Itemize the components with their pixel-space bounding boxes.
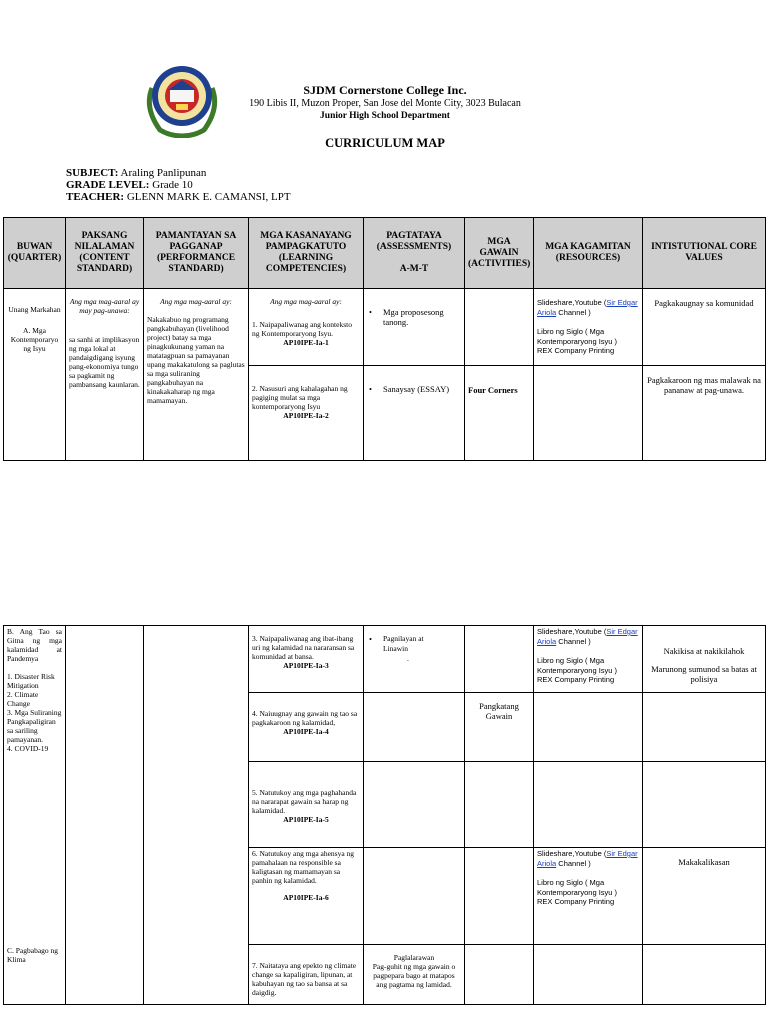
bullet-icon: • bbox=[369, 384, 372, 394]
resource-online-text-2: Slideshare,Youtube ( bbox=[537, 627, 607, 636]
assessment-cell-5 bbox=[364, 762, 465, 848]
assessment-text-3a: Pagnilayan at bbox=[383, 634, 424, 643]
bullet-icon: • bbox=[369, 307, 372, 317]
department-name: Junior High School Department bbox=[320, 111, 450, 121]
competency-cell-3 bbox=[249, 626, 364, 693]
competency-cell-1 bbox=[249, 289, 364, 366]
competency-cell-2 bbox=[249, 366, 364, 461]
core-value-2: Pagkakaroon ng mas malawak na pananaw at pag-unawa. bbox=[647, 375, 761, 395]
resource-publisher-3: REX Company Printing bbox=[537, 897, 615, 906]
topic-b-item-2: 2. Climate Change bbox=[7, 690, 39, 708]
competency-code-3: AP10IPE-Ia-3 bbox=[283, 661, 329, 670]
competency-code-4: AP10IPE-Ia-4 bbox=[283, 727, 329, 736]
core-value-cell-7 bbox=[643, 945, 766, 1005]
resources-cell-2 bbox=[534, 366, 643, 461]
resource-channel-link[interactable]: Sir Edgar Ariola bbox=[537, 298, 638, 317]
competency-6: 6. Natutukoy ang mga ahensya ng pamahalaan na responsible sa kaligtasan ng mamamayan sa panhin ng kalamidad. bbox=[252, 849, 355, 885]
curriculum-table-quarter1 bbox=[3, 217, 766, 461]
resource-channel-link-3[interactable]: Sir Edgar Ariola bbox=[537, 849, 638, 868]
core-value-cell-4 bbox=[643, 693, 766, 762]
activity-cell-2 bbox=[465, 366, 534, 461]
competency-3: 3. Naipapaliwanag ang ibat-ibang uri ng kalamidad na nararansan sa komunidad at bansa. bbox=[252, 634, 355, 661]
resource-online bbox=[537, 298, 639, 317]
competency-5: 5. Natutukoy ang mga paghahanda na nararapat gawain sa harap ng kalamidad. bbox=[252, 788, 357, 815]
perf-intro: Ang mga mag-aaral ay: bbox=[160, 297, 232, 306]
competency-4: 4. Naiuugnay ang gawain ng tao sa pagkakaroon ng kalamidad, bbox=[252, 709, 358, 727]
assessment-item-1 bbox=[367, 307, 461, 327]
resource-online-suffix: Channel ) bbox=[556, 307, 591, 317]
core-value-cell-1 bbox=[643, 289, 766, 366]
activity-cell-6 bbox=[465, 848, 534, 945]
grade-line bbox=[66, 179, 193, 191]
core-value-3a: Nakikisa at nakikilahok bbox=[663, 646, 745, 656]
comp-intro: Ang mga mag-aaral ay: bbox=[270, 297, 342, 306]
school-address: 190 Libis II, Muzon Proper, San Jose del Monte City, 3023 Bulacan bbox=[249, 98, 521, 109]
core-value-cell-5 bbox=[643, 762, 766, 848]
resource-publisher: REX Company Printing bbox=[537, 346, 615, 355]
resource-channel-link-2[interactable]: Sir Edgar Ariola bbox=[537, 627, 638, 646]
quarter-cell bbox=[4, 289, 66, 461]
content-standard-cell bbox=[66, 289, 144, 461]
activity-cell-7 bbox=[465, 945, 534, 1005]
assessment-cell-1 bbox=[364, 289, 465, 366]
resource-online-suffix-2: Channel ) bbox=[556, 636, 591, 646]
content-text: sa sanhi at implikasyon ng mga lokal at pandaigdigang isyung pang-ekonomiya tungo sa pagkamit ng pambansang kaunlaran. bbox=[69, 335, 140, 389]
teacher-value: GLENN MARK E. CAMANSI, LPT bbox=[126, 191, 291, 203]
resources-cell-6 bbox=[534, 848, 643, 945]
resource-publisher-2: REX Company Printing bbox=[537, 675, 615, 684]
assessment-cell-2 bbox=[364, 366, 465, 461]
bullet-icon: • bbox=[369, 634, 372, 644]
core-value-6: Makakalikasan bbox=[678, 857, 730, 867]
assessment-7b: Pag-guhit ng mga gawain o pagpepara bago at matapos ang pagtama ng lamidad. bbox=[372, 962, 456, 989]
curriculum-table-continued bbox=[3, 625, 766, 1005]
competency-code-5: AP10IPE-Ia-5 bbox=[283, 815, 329, 824]
resources-cell-3 bbox=[534, 626, 643, 693]
resource-online-2 bbox=[537, 627, 639, 646]
competency-cell-6 bbox=[249, 848, 364, 945]
header-core-values: INTISTUTIONAL CORE VALUES bbox=[643, 218, 766, 289]
topic-a-label: A. Mga Kontemporaryo ng Isyu bbox=[10, 326, 59, 353]
resources-cell-1 bbox=[534, 289, 643, 366]
competency-2: 2. Nasusuri ang kahalagahan ng pagiging mulat sa mga kontemporaryong Isyu bbox=[252, 384, 348, 411]
subject-line bbox=[66, 167, 206, 179]
header-pagtataya-label: PAGTATAYA (ASSESSMENTS) bbox=[376, 231, 452, 252]
teacher-line bbox=[66, 191, 291, 203]
performance-standard-cell-2 bbox=[144, 626, 249, 1005]
header-pamantayan: PAMANTAYAN SA PAGGANAP (PERFORMANCE STANDARD) bbox=[144, 218, 249, 289]
assessment-cell-4 bbox=[364, 693, 465, 762]
content-standard-cell-2 bbox=[66, 626, 144, 1005]
topic-b-item-4: 4. COVID-19 bbox=[7, 744, 49, 753]
performance-standard-cell bbox=[144, 289, 249, 461]
resource-book-2: Libro ng Siglo ( Mga Kontemporaryong Isyu ) bbox=[537, 656, 618, 675]
assessment-item-3 bbox=[367, 634, 461, 664]
core-value-cell-3 bbox=[643, 626, 766, 693]
assessment-cell-3 bbox=[364, 626, 465, 693]
resource-book-3: Libro ng Siglo ( Mga Kontemporaryong Isyu ) bbox=[537, 878, 618, 897]
activity-4: Pangkatang Gawain bbox=[479, 701, 519, 721]
competency-code-2: AP10IPE-Ia-2 bbox=[283, 411, 329, 420]
activity-cell-3 bbox=[465, 626, 534, 693]
assessment-cell-7 bbox=[364, 945, 465, 1005]
resources-cell-5 bbox=[534, 762, 643, 848]
competency-1: 1. Naipapaliwanag ang konteksto ng Kontemporaryong Isyu. bbox=[252, 320, 352, 338]
competency-cell-4 bbox=[249, 693, 364, 762]
resource-online-3 bbox=[537, 849, 639, 868]
perf-text: Nakakabuo ng programang pangkabuhayan (livelihood project) batay sa mga pinagkukunang yaman na matatagpuan sa pamayanan upang makakatulong sa paglutas sa mga suliraning pangkabuhayan na kinakakaharap ng mga mamamayan. bbox=[147, 315, 245, 405]
resources-cell-4 bbox=[534, 693, 643, 762]
subject-label: SUBJECT: bbox=[66, 167, 119, 179]
competency-cell-5 bbox=[249, 762, 364, 848]
assessment-text-3 bbox=[383, 634, 424, 664]
subject-value: Araling Panlipunan bbox=[120, 167, 207, 179]
school-name: SJDM Cornerstone College Inc. bbox=[303, 83, 467, 97]
resource-book: Libro ng Siglo ( Mga Kontemporaryong Isyu ) bbox=[537, 327, 618, 346]
core-value-cell-6 bbox=[643, 848, 766, 945]
assessment-item-2 bbox=[367, 384, 461, 394]
header-paksang-nilalaman: PAKSANG NILALAMAN (CONTENT STANDARD) bbox=[66, 218, 144, 289]
teacher-label: TEACHER: bbox=[66, 191, 125, 203]
competency-code-1: AP10IPE-Ia-1 bbox=[283, 338, 329, 347]
document-title: CURRICULUM MAP bbox=[325, 136, 445, 150]
header-kasanayan: MGA KASANAYANG PAMPAGKATUTO (LEARNING COMPETENCIES) bbox=[249, 218, 364, 289]
assessment-text-2: Sanaysay (ESSAY) bbox=[383, 384, 450, 394]
content-intro: Ang mga mag-aaral ay may pag-unawa: bbox=[69, 297, 140, 315]
activity-2: Four Corners bbox=[468, 385, 518, 395]
quarter-label: Unang Markahan bbox=[8, 305, 61, 314]
topic-b-item-3: 3. Mga Suliraning Pangkapaligiran sa sariling pamayanan. bbox=[7, 708, 62, 744]
assessment-cell-6 bbox=[364, 848, 465, 945]
topic-c-label: C. Pagbabago ng Klima bbox=[7, 946, 59, 964]
resource-online-text-3: Slideshare,Youtube ( bbox=[537, 849, 607, 858]
assessment-text-1: Mga proposesong tanong. bbox=[383, 307, 444, 327]
topic-b-label: B. Ang Tao sa Gitna ng mga kalamidad at Pandemya bbox=[7, 627, 62, 663]
core-value-3b: Marunong sumunod sa batas at polisiya bbox=[651, 664, 757, 684]
grade-value: Grade 10 bbox=[152, 179, 193, 191]
core-value-cell-2 bbox=[643, 366, 766, 461]
topic-cell-b bbox=[4, 626, 66, 1005]
activity-cell-1 bbox=[465, 289, 534, 366]
activity-cell-5 bbox=[465, 762, 534, 848]
topic-b-item-1: 1. Disaster Risk Mitigation bbox=[7, 672, 55, 690]
header-kagamitan: MGA KAGAMITAN (RESOURCES) bbox=[534, 218, 643, 289]
activity-cell-4 bbox=[465, 693, 534, 762]
header-gawain: MGA GAWAIN (ACTIVITIES) bbox=[465, 218, 534, 289]
assessment-text-3b: Linawin bbox=[383, 644, 408, 653]
resource-online-suffix-3: Channel ) bbox=[556, 858, 591, 868]
header-amt-label: A-M-T bbox=[399, 264, 429, 274]
assessment-text-3c: . bbox=[407, 654, 409, 663]
assessment-7a: Paglalarawan bbox=[393, 953, 435, 962]
competency-7: 7. Naitataya ang epekto ng climate change sa kapaligiran, lipunan, at kabuhayan ng tao sa bansa at sa daigdig. bbox=[252, 961, 357, 997]
resource-online-text: Slideshare,Youtube ( bbox=[537, 298, 607, 307]
competency-cell-7 bbox=[249, 945, 364, 1005]
resources-cell-7 bbox=[534, 945, 643, 1005]
competency-code-6: AP10IPE-Ia-6 bbox=[283, 893, 329, 902]
grade-label: GRADE LEVEL: bbox=[66, 179, 150, 191]
core-value-1: Pagkakaugnay sa komunidad bbox=[654, 298, 754, 308]
header-pagtataya bbox=[364, 218, 465, 289]
header-buwan: BUWAN (QUARTER) bbox=[4, 218, 66, 289]
